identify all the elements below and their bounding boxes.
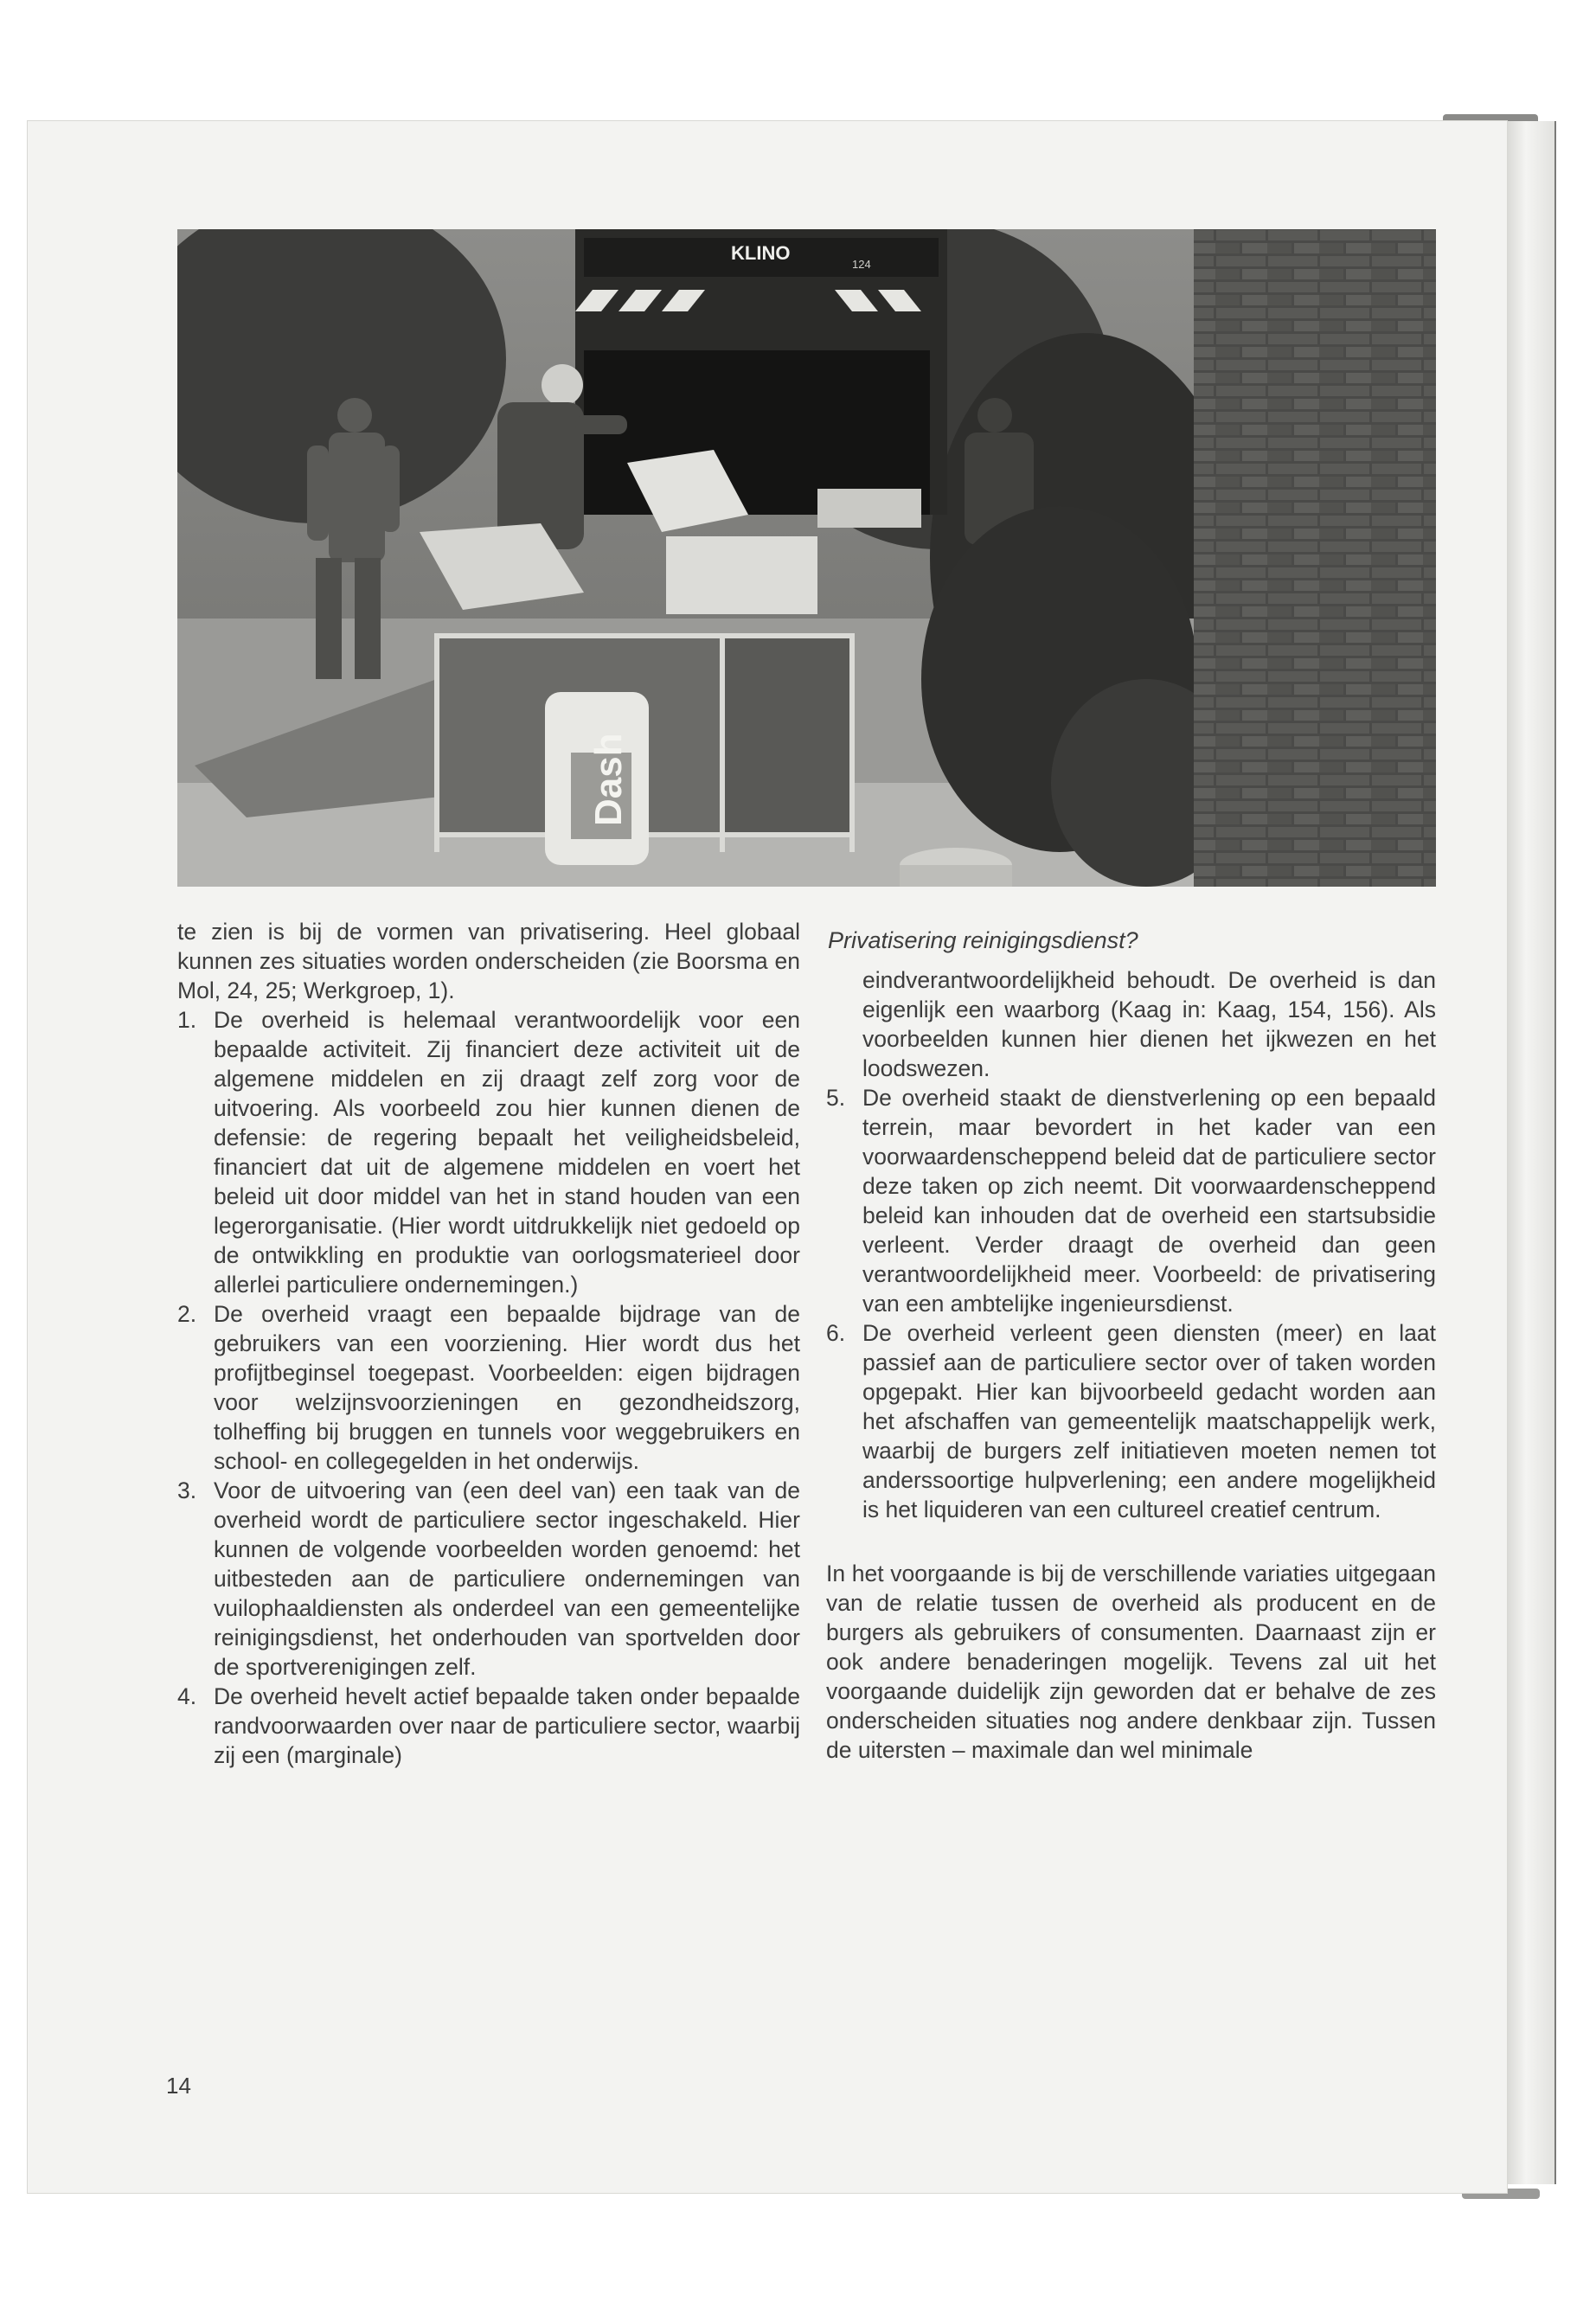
list-item — [177, 1476, 800, 1682]
situations-list-left — [177, 1005, 800, 1770]
list-item-number: 5. — [826, 1085, 846, 1111]
list-item-text: De overheid verleent geen diensten (meer) en laat passief aan de particuliere sector over of taken worden opgepakt. Hier kan bijvoorbeeld gedacht worden aan het afschaffen van gemeentelijk maatschappelijk werk, waarbij de burgers zelf initiatieven moeten nemen tot anderssoortige hulpverlening; een andere mogelijkheid is het liquideren van een cultureel creatief centrum. — [862, 1320, 1436, 1522]
list-item-text: De overheid is helemaal verantwoordelijk voor een bepaalde activiteit. Zij financiert deze activiteit uit de algemene middelen en zij draagt zelf zorg voor de uitvoering. Als voorbeeld zou hier kunnen dienen de defensie: de regering bepaalt het veiligheidsbeleid, financiert dat uit de algemene middelen en voert het beleid uit door middel van het in stand houden van een legerorganisatie. (Hier wordt uitdrukkelijk niet gedoeld op de ontwikkling en produktie van oorlogsmaterieel door allerlei particuliere ondernemingen.) — [214, 1007, 800, 1298]
truck-number-text: 124 — [852, 258, 871, 271]
page-edge — [1507, 121, 1556, 2184]
list-item-number: 1. — [177, 1007, 197, 1033]
list-item — [826, 1318, 1436, 1524]
list-item-number: 2. — [177, 1301, 197, 1327]
page-number: 14 — [166, 2073, 191, 2099]
left-column — [177, 917, 800, 1770]
paragraph-gap — [826, 1524, 1436, 1559]
closing-paragraph: In het voorgaande is bij de verschillende variaties uitgegaan van de relatie tussen de overheid als producent en de burgers als gebruikers of consumenten. Daarnaast zijn er ook andere benaderingen mogelijk. Tevens zal uit het voorgaande duidelijk zijn geworden dat er behalve de zes onderscheiden situaties nog andere denkbaar zijn. Tussen de uitersten – maximale dan wel minimale — [826, 1561, 1436, 1763]
dash-label: Dash — [587, 733, 630, 826]
dash-box — [545, 692, 649, 865]
garbage-collection-photo — [177, 229, 1436, 887]
list-item-text: De overheid hevelt actief bepaalde taken onder bepaalde randvoorwaarden over naar de particuliere sector, waarbij zij een (marginale) — [214, 1683, 800, 1768]
list-item — [177, 1005, 800, 1299]
list-item-text: De overheid staakt de dienstverlening op een bepaald terrein, maar bevordert in het kader van een voorwaardenscheppend beleid dat de particuliere sector deze taken op zich neemt. Dit voorwaardenscheppend beleid kan inhouden dat de overheid een startsubsidie verleent. Verder draagt de overheid dan geen verantwoordelijkheid meer. Voorbeeld: de privatisering van een ambtelijke ingenieursdienst. — [862, 1085, 1436, 1317]
truck-brand-text: KLINO — [731, 242, 791, 264]
photo-caption: Privatisering reinigingsdienst? — [828, 927, 1138, 953]
list-item — [826, 1083, 1436, 1318]
intro-paragraph: te zien is bij de vormen van privatisering. Heel globaal kunnen zes situaties worden onderscheiden (zie Boorsma en Mol, 24, 25; Werkgroep, 1). — [177, 919, 800, 1003]
list-item-number: 3. — [177, 1477, 197, 1503]
list-item — [177, 1299, 800, 1476]
item-4-continuation: eindverantwoordelijkheid behoudt. De overheid is dan eigenlijk een waarborg (Kaag in: Kaag, 154, 156). Als voorbeelden kunnen hier dienen het ijkwezen en het loodswezen. — [862, 967, 1436, 1081]
list-item — [177, 1682, 800, 1770]
right-column — [826, 926, 1436, 1765]
list-item-text: De overheid vraagt een bepaalde bijdrage van de gebruikers van een voorziening. Hier wordt dus het profijtbeginsel toegepast. Voorbeelden: eigen bijdragen voor welzijnsvoorzieningen en gezondheidszorg, tolheffing bij bruggen en tunnels voor weggebruikers en school- en collegegelden in het onderwijs. — [214, 1301, 800, 1474]
list-item-text: Voor de uitvoering van (een deel van) een taak van de overheid wordt de particuliere sector ingeschakeld. Hier kunnen de volgende voorbeelden worden genoemd: het uitbesteden aan de particuliere ondernemingen van vuilophaaldiensten als onderdeel van een gemeentelijke reinigingsdienst, het onderhouden van sportvelden door de sportverenigingen zelf. — [214, 1477, 800, 1680]
list-item-number: 4. — [177, 1683, 197, 1709]
situations-list-right — [826, 1083, 1436, 1524]
list-item-number: 6. — [826, 1320, 846, 1346]
